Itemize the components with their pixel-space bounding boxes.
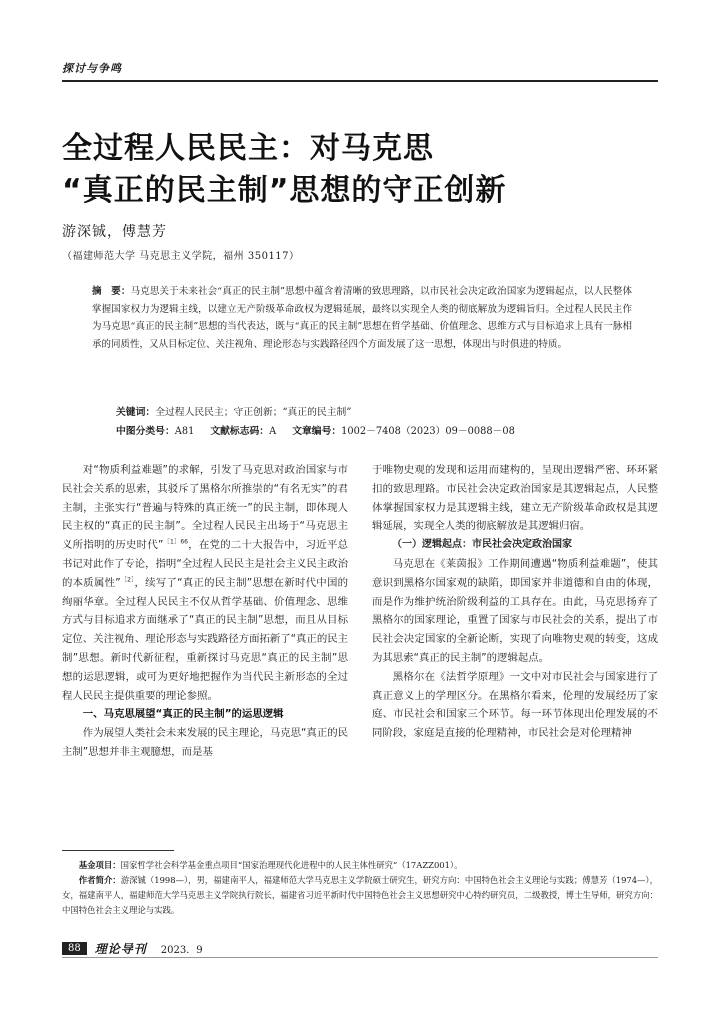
body-column-right bbox=[372, 461, 658, 743]
section-heading: 一、马克思展望“真正的民主制”的运思逻辑 bbox=[82, 708, 284, 721]
journal-name: 理论导刊 bbox=[94, 941, 147, 956]
doc-code-value: A bbox=[269, 426, 277, 437]
article-title bbox=[62, 128, 506, 212]
citation-ref: ［1］66 bbox=[163, 538, 188, 546]
citation-ref: ［2］ bbox=[120, 576, 135, 584]
issue-date: 2023．9 bbox=[160, 944, 203, 956]
abstract-label: 摘 要： bbox=[92, 286, 131, 297]
footnotes bbox=[62, 858, 658, 918]
classification-line bbox=[116, 423, 515, 437]
body-column-left bbox=[62, 461, 348, 762]
fund-note: 基金项目：国家哲学社会科学基金重点项目“国家治理现代化进程中的人民主体性研究”（17AZZ001）。 bbox=[78, 860, 463, 870]
doc-code-label: 文献标志码： bbox=[210, 426, 270, 437]
body-paragraph: 作为展望人类社会未来发展的民主理论，马克思“真正的民主制”思想并非主观臆想，而是基 bbox=[62, 727, 348, 758]
author-note: 作者简介：游深铖（1998—），男，福建南平人，福建师范大学马克思主义学院硕士研究生，研究方向：中国特色社会主义理论与实践；傅慧芳（1974—），女，福建南平人，福建师范大学马克思主义学院执行院长，福建省习近平新时代中国特色社会主义思想研究中心特约研究员，二级教授，博士生导师，研究方向：中国特色社会主义理论与实践。 bbox=[62, 875, 658, 915]
keywords-text: 全过程人民民主；守正创新；“真正的民主制” bbox=[155, 407, 352, 418]
title-line-1: 全过程人民民主：对马克思 bbox=[62, 131, 434, 166]
body-paragraph: 黑格尔在《法哲学原理》一文中对市民社会与国家进行了真正意义上的学理区分。在黑格尔看来，伦理的发展经历了家庭、市民社会和国家三个环节。每一环节体现出伦理发展的不同阶段，家庭是直接的伦理精神，市民社会是对伦理精神 bbox=[372, 670, 658, 740]
subsection-heading: （一）逻辑起点：市民社会决定政治国家 bbox=[392, 539, 572, 551]
abstract bbox=[92, 283, 632, 353]
body-paragraph: 于唯物史观的发现和运用而建构的，呈现出逻辑严密、环环紧扣的致思理路。市民社会决定政治国家是其逻辑起点，人民整体掌握国家权力是其逻辑主线，建立无产阶级革命政权是其逻辑延展，实现全人类的彻底解放是其逻辑归宿。 bbox=[372, 464, 658, 533]
footnote-rule bbox=[62, 850, 174, 851]
affiliation: （福建师范大学 马克思主义学院，福州 350117） bbox=[62, 251, 300, 262]
abstract-text: 马克思关于未来社会“真正的民主制”思想中蕴含着清晰的致思理路，以市民社会决定政治国家为逻辑起点，以人民整体掌握国家权力为逻辑主线，以建立无产阶级革命政权为逻辑延展，最终以实现全人类的彻底解放为逻辑旨归。全过程人民民主作为马克思“真正的民主制”思想的当代表达，既与“真正的民主制”思想在哲学基础、价值理念、思维方式与目标追求上具有一脉相承的同质性，又从目标定位、关注视角、理论形态与实践路径四个方面发展了这一思想，体现出与时俱进的特质。 bbox=[92, 286, 632, 350]
keywords-label: 关键词： bbox=[116, 407, 156, 418]
article-no-value: 1002－7408（2023）09－0088－08 bbox=[341, 426, 515, 437]
authors: 游深铖，傅慧芳 bbox=[62, 224, 167, 240]
keywords-line bbox=[116, 404, 351, 418]
header-rule bbox=[62, 80, 658, 82]
title-line-2: “真正的民主制”思想的守正创新 bbox=[62, 173, 507, 208]
body-paragraph: 对“物质利益难题”的求解，引发了马克思对政治国家与市民社会关系的思索，其驳斥了黑格尔所推崇的“有名无实”的君主制，主张实行“普遍与特殊的真正统一”的民主制，即体现人民主权的“真正的民主制”。全过程人民民主出场于“马克思主义所指明的历史时代”$^{[1]66}$，在党的二十大报告中，习近平总书记对此作了专论，指明“全过程人民民主是社会主义民主政治的本质属性”$^{[2]}$，续写了“真正的民主制”思想在新时代中国的绚丽华章。全过程人民民主不仅从哲学基础、价值理念、思维方式与目标追求方面继承了“真正的民主制”思想，而且从目标定位、关注视角、理论形态与实践路径方面拓新了“真正的民主制”思想。新时代新征程，重新探讨马克思“真正的民主制”思想的运思逻辑，或可为更好地把握作为当代民主新形态的全过程人民民主提供重要的理论参照。 bbox=[62, 464, 349, 702]
footer-rule bbox=[62, 957, 658, 958]
article-no-label: 文章编号： bbox=[292, 426, 342, 437]
page-footer bbox=[62, 940, 203, 956]
page-number: 88 bbox=[62, 942, 87, 955]
clc-value: A81 bbox=[174, 426, 195, 437]
section-tag: 探讨与争鸣 bbox=[62, 62, 122, 75]
clc-label: 中图分类号： bbox=[116, 426, 175, 437]
body-paragraph: 马克思在《莱茵报》工作期间遭遇“物质利益难题”，使其意识到黑格尔国家观的缺陷，即国家并非道德和自由的体现，而是作为维护统治阶级利益的工具存在。由此，马克思扬弃了黑格尔的国家理论，重置了国家与市民社会的关系，提出了市民社会决定国家的全新论断，实现了向唯物史观的转变，这成为其思索“真正的民主制”的逻辑起点。 bbox=[372, 557, 658, 664]
